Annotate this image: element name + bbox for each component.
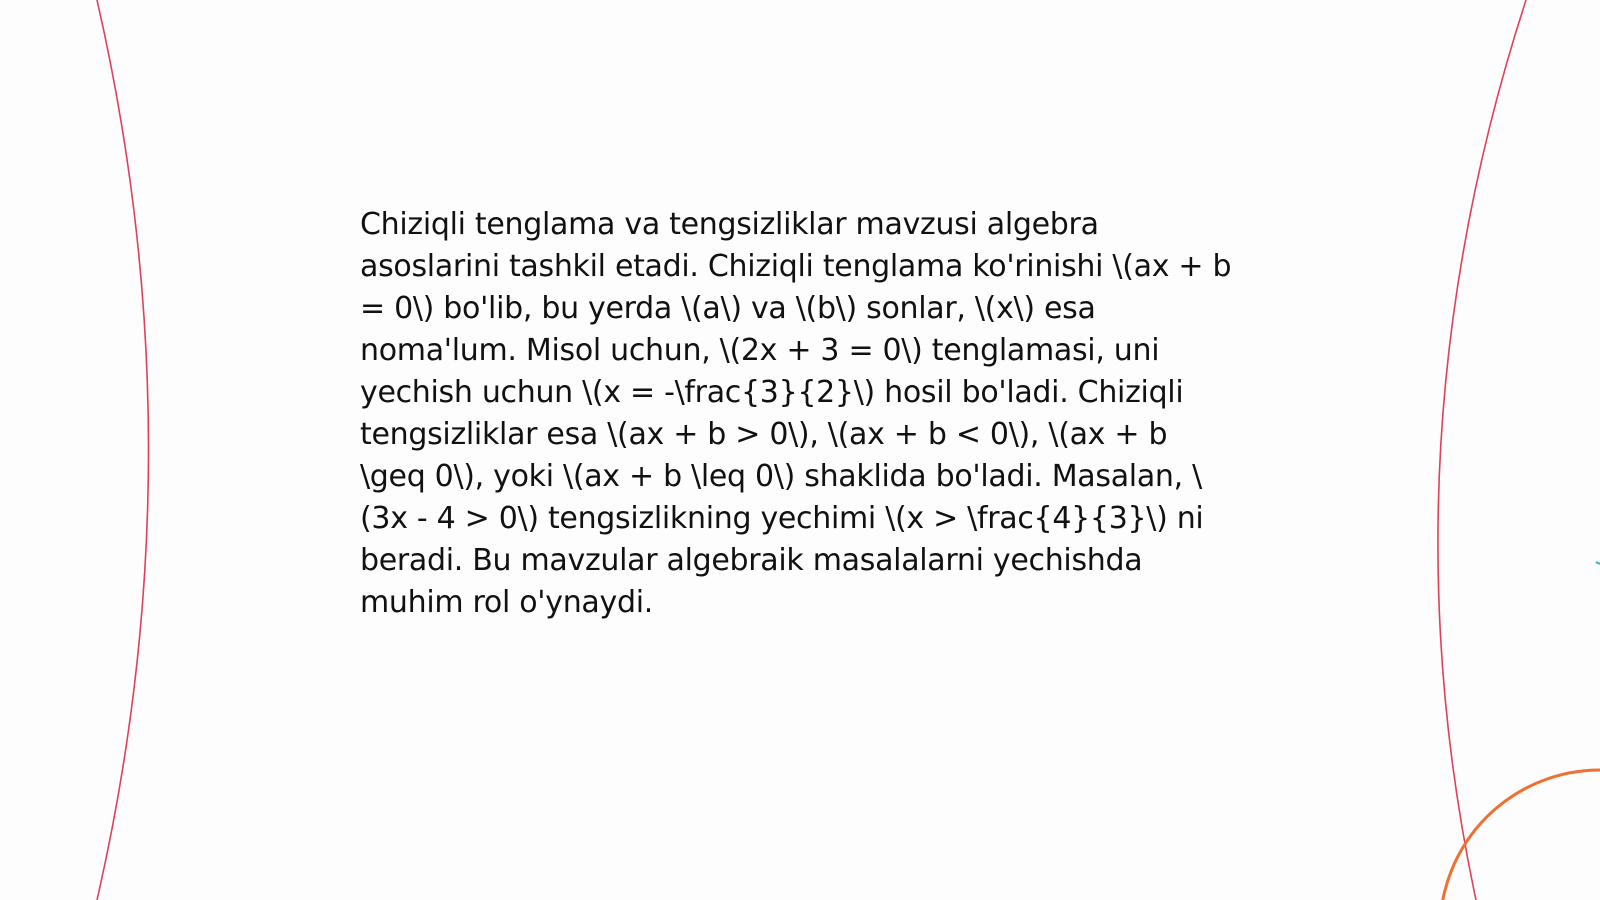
slide-body-text: Chiziqli tenglama va tengsizliklar mavzusi algebra asoslarini tashkil etadi. Chiziqli tenglama ko'rinishi \(ax + b = 0\) bo'lib, bu yerda \(a\) va \(b\) sonlar, \(x\) esa noma'lum. Misol uchun, \(2x + 3 = 0\) tenglamasi, uni yechish uchun \(x = -\frac{3}{2}\) hosil bo'ladi. Chiziqli tengsizliklar esa \(ax + b > 0\), \(ax + b < 0\), \(ax + b \geq 0\), yoki \(ax + b \leq 0\) shaklida bo'ladi. Masalan, \(3x - 4 > 0\) tengsizlikning yechimi \(x > \frac{4}{3}\) ni beradi. Bu mavzular algebraik masalalarni yechishda muhim rol o'ynaydi. (360, 207, 1232, 620)
teal-tick-decoration (1596, 562, 1600, 564)
left-curve-decoration (97, 0, 149, 900)
right-curve-decoration (1438, 0, 1526, 900)
